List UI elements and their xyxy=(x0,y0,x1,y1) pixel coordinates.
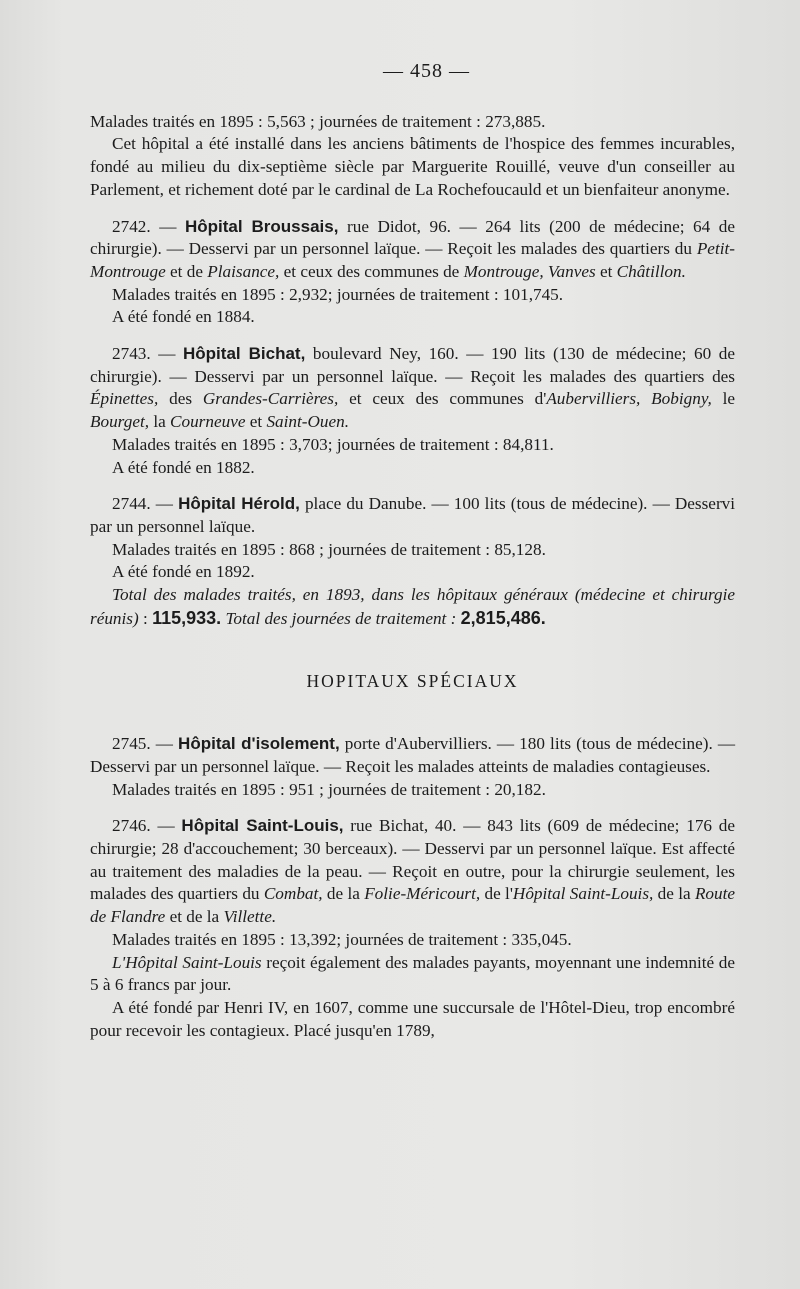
quarter-name: Hôpital Saint-Louis, xyxy=(512,884,654,904)
entry-text: et de xyxy=(170,261,203,281)
entry-number: 2743. — xyxy=(112,344,176,364)
entry-founded: A été fondé en 1884. xyxy=(112,307,255,327)
entry-stats: Malades traités en 1895 : 3,703; journées de traitement : 84,811. xyxy=(112,434,554,454)
quarter-name: Villette. xyxy=(223,907,277,927)
hospital-name: Hôpital Bichat, xyxy=(183,344,306,364)
entry-text: rue Bichat, 40. — 843 lits (609 de médecine; 176 de chirurgie; 28 d'accouchement; 30 berceaux). — Desservi par un personnel laïque. Est affecté au traitement des maladies de la peau. — Reçoit en outre, pour la chirurgie seulement, les malades des quartiers du xyxy=(90,816,736,904)
entry-text: reçoit également des malades payants, moyennant une indemnité de 5 à 6 francs par jour. xyxy=(90,952,735,995)
page-number: — 458 — xyxy=(383,60,470,82)
entry-number: 2742. — xyxy=(112,216,177,236)
entry-number: 2746. — xyxy=(112,816,175,836)
hospital-name: Hôpital Hérold, xyxy=(178,494,300,514)
entry-text: porte d'Aubervilliers. — 180 lits (tous de médecine). — Desservi par un personnel laïque. — Reçoit les malades atteints de maladies contagieuses. xyxy=(90,734,736,776)
quarter-name: Grandes-Carrières, xyxy=(202,389,339,409)
commune-name: Châtillon. xyxy=(616,261,686,281)
entry-note xyxy=(90,952,735,997)
page-content xyxy=(90,60,735,1042)
entry-text: le xyxy=(722,389,736,409)
entry-text: et xyxy=(249,412,263,432)
total-label: Total des malades traités, en 1893, dans les hôpitaux généraux (médecine et chirurgie réunis) xyxy=(90,585,735,628)
total-summary xyxy=(90,584,735,630)
intro-stats: Malades traités en 1895 : 5,563 ; journées de traitement : 273,885. xyxy=(90,111,546,131)
entry-text: et ceux des communes d' xyxy=(349,389,547,409)
entry-text: de la xyxy=(657,884,691,904)
entry-stats: Malades traités en 1895 : 868 ; journées de traitement : 85,128. xyxy=(112,539,546,559)
entry-text: et xyxy=(599,261,613,281)
entry-text: et ceux des communes de xyxy=(283,261,460,281)
quarter-name: Petit-Montrouge xyxy=(90,239,735,281)
entry-text: place du Danube. — 100 lits (tous de médecine). — Desservi par un personnel laïque. xyxy=(90,494,736,536)
entry-founded: A été fondé par Henri IV, en 1607, comme une succursale de l'Hôtel-Dieu, trop encombré pour recevoir les contagieux. Placé jusqu'en 1789, xyxy=(90,997,735,1040)
entry-text: des xyxy=(169,389,193,409)
total-colon: : xyxy=(138,608,153,628)
entry-text: la xyxy=(153,412,166,432)
entry-2745 xyxy=(90,733,735,778)
hospital-name: Hôpital Broussais, xyxy=(184,216,339,236)
entry-stats: Malades traités en 1895 : 2,932; journées de traitement : 101,745. xyxy=(112,284,564,304)
entry-founded: A été fondé en 1882. xyxy=(112,457,255,477)
entry-2746 xyxy=(90,815,735,929)
commune-name: Bourget, xyxy=(90,412,150,432)
total-days: 2,815,486. xyxy=(460,607,546,628)
quarter-name: Combat, xyxy=(263,884,323,904)
quarter-name: Épinettes, xyxy=(90,389,159,409)
commune-name: Montrouge, Vanves xyxy=(463,261,596,281)
entry-2742 xyxy=(90,216,735,284)
entry-number: 2745. — xyxy=(112,734,173,754)
entry-stats: Malades traités en 1895 : 13,392; journées de traitement : 335,045. xyxy=(112,929,572,949)
entry-2743 xyxy=(90,343,735,434)
hospital-name: Hôpital Saint-Louis, xyxy=(181,816,344,836)
section-heading: HOPITAUX SPÉCIAUX xyxy=(306,671,519,692)
hospital-ref: L'Hôpital Saint-Louis xyxy=(112,952,262,972)
entry-text: et de la xyxy=(169,907,220,927)
entry-number: 2744. — xyxy=(112,494,173,514)
commune-name: Aubervilliers, Bobigny, xyxy=(546,389,712,409)
quarter-name: Folie-Méricourt, xyxy=(364,884,481,904)
entry-text: rue Didot, 96. — 264 lits (200 de médecine; 64 de chirurgie). — Desservi par un personnel laïque. — Reçoit les malades des quartiers du xyxy=(90,216,736,259)
quarter-name: Plaisance, xyxy=(207,261,280,281)
entry-2744 xyxy=(90,493,735,538)
entry-founded: A été fondé en 1892. xyxy=(112,562,255,582)
entry-stats: Malades traités en 1895 : 951 ; journées de traitement : 20,182. xyxy=(112,779,546,799)
entry-text: de la xyxy=(326,884,360,904)
entry-text: de l' xyxy=(484,884,513,904)
entry-text: boulevard Ney, 160. — 190 lits (130 de médecine; 60 de chirurgie). — Desservi par un personnel laïque. — Reçoit les malades des quartiers des xyxy=(90,344,736,386)
total-patients: 115,933. xyxy=(152,607,222,628)
hospital-name: Hôpital d'isolement, xyxy=(178,734,340,754)
commune-name: Courneuve xyxy=(170,412,246,432)
total-days-label: Total des journées de traitement : xyxy=(225,608,457,628)
intro-text: Cet hôpital a été installé dans les anciens bâtiments de l'hospice des femmes incurables, fondé au milieu du dix-septième siècle par Marguerite Rouillé, veuve d'un conseiller au Parlement, et richement doté par le cardinal de La Rochefoucauld et un bienfaiteur anonyme. xyxy=(90,134,735,199)
quarter-name: Route de Flandre xyxy=(90,884,736,927)
commune-name: Saint-Ouen. xyxy=(266,412,350,432)
